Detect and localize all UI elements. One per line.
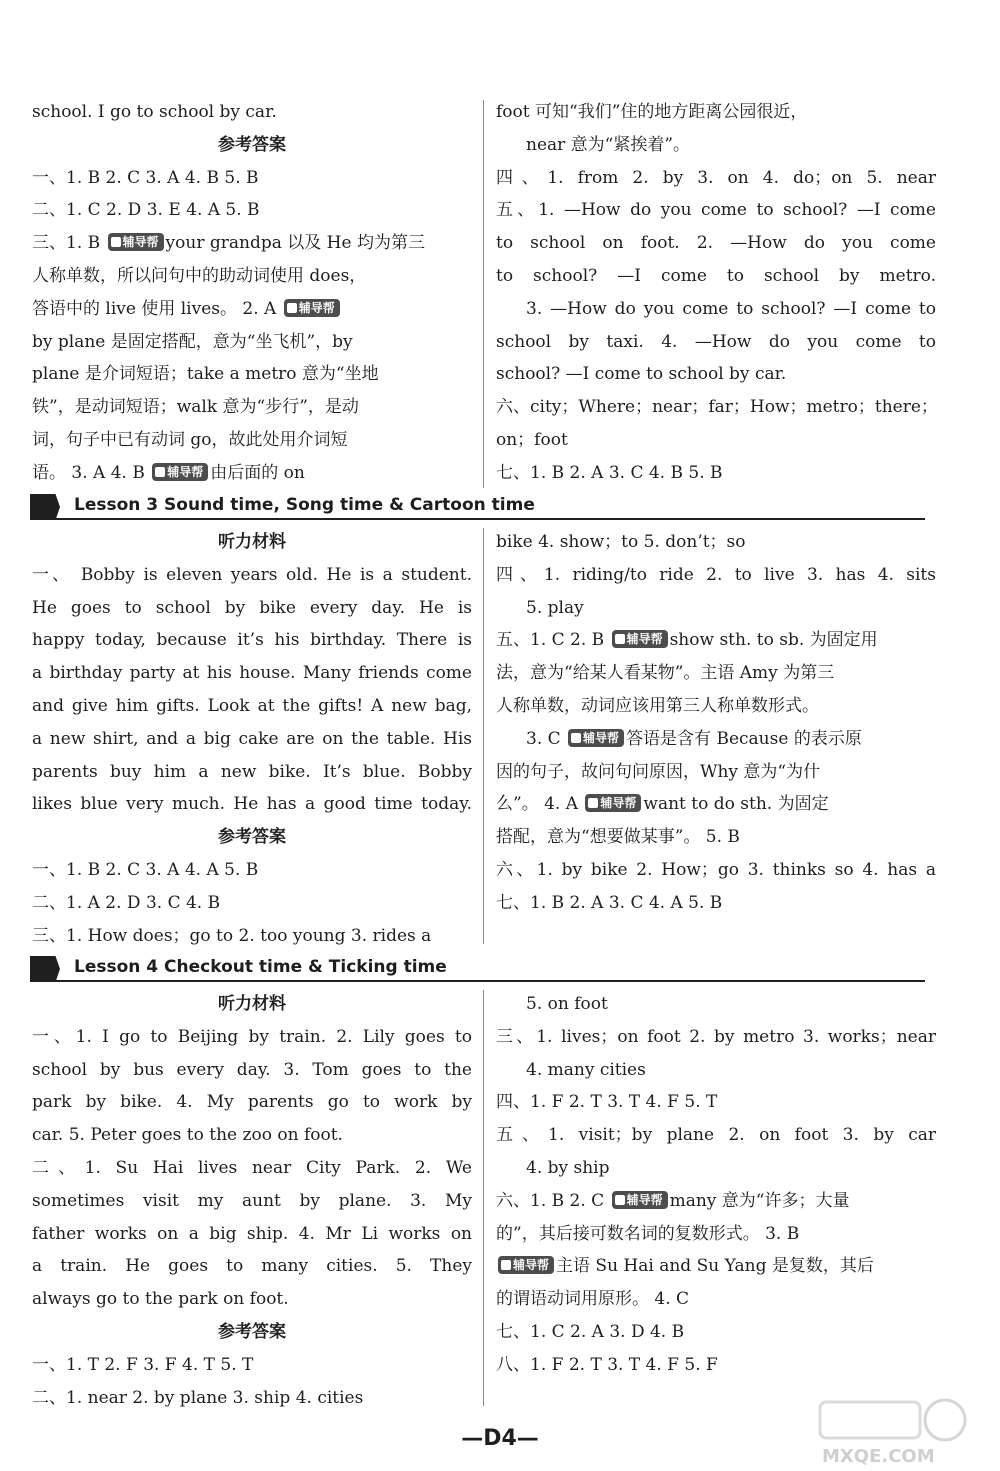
text-line: and give him gifts. Look at the gifts! A new bag,	[32, 696, 472, 716]
text-line: school by taxi. 4. —How do you come to	[496, 331, 936, 352]
text-segment: your grandpa 以及 He 均为第三	[165, 233, 425, 254]
text-line: 三、1. lives；on foot 2. by metro 3. works；near	[496, 1026, 936, 1047]
lesson3-header	[30, 494, 925, 520]
badge-label: 辅导帮	[600, 796, 637, 811]
tutor-help-badge	[612, 1191, 668, 1209]
tutor-help-badge	[284, 299, 340, 317]
text-line: near 意为“紧挨着”。	[526, 134, 691, 155]
column-divider	[483, 990, 484, 1406]
sec1-left-column	[32, 96, 472, 496]
text-line: 一、1. B 2. C 3. A 4. A 5. B	[32, 860, 259, 880]
tutor-help-badge	[108, 233, 164, 251]
text-line: 三、1. How does；go to 2. too young 3. rides a	[32, 925, 432, 946]
text-line: 参考答案	[218, 827, 286, 848]
sec3-right-column	[496, 988, 936, 1418]
book-icon	[588, 798, 598, 808]
tutor-help-badge	[612, 630, 668, 648]
text-line: 的谓语动词用原形。 4. C	[496, 1289, 690, 1310]
text-line: 七、1. B 2. A 3. C 4. B 5. B	[496, 462, 723, 483]
text-line: 一、1. I go to Beijing by train. 2. Lily goes to	[32, 1026, 472, 1047]
page-number: —D4—	[461, 1426, 539, 1451]
text-line: 铁”，是动词短语；walk 意为“步行”，是动	[32, 397, 359, 418]
text-line: park by bike. 4. My parents go to work by	[32, 1092, 472, 1113]
text-line: sometimes visit my aunt by plane. 3. My	[32, 1190, 472, 1211]
text-line: 人称单数，动词应该用第三人称单数形式。	[496, 696, 819, 716]
book-icon	[615, 634, 625, 644]
text-line: 二、1. near 2. by plane 3. ship 4. cities	[32, 1387, 364, 1408]
text-line: a birthday party at his house. Many friends come	[32, 663, 472, 684]
text-line	[32, 293, 472, 326]
text-line: He goes to school by bike every day. He is	[32, 597, 472, 618]
sec1-right-column	[496, 96, 936, 496]
text-line: 二、1. C 2. D 3. E 4. A 5. B	[32, 200, 260, 221]
text-line: 一、 Bobby is eleven years old. He is a student.	[32, 564, 472, 585]
badge-label: 辅导帮	[583, 730, 620, 745]
badge-label: 辅导帮	[626, 632, 663, 647]
text-line: 因的句子，故问句问原因，Why 意为“为什	[496, 761, 821, 782]
text-line: 3. —How do you come to school? —I come to	[526, 298, 936, 319]
lesson-rule	[30, 518, 925, 520]
text-line: 五、1. —How do you come to school? —I come	[496, 200, 936, 221]
text-line: plane 是介词短语；take a metro 意为“坐地	[32, 364, 379, 385]
text-line: 4. many cities	[526, 1059, 646, 1080]
text-line: 词，句子中已有动词 go，故此处用介词短	[32, 430, 348, 450]
text-line: 四、1. from 2. by 3. on 4. do；on 5. near	[496, 167, 936, 188]
text-line: happy today, because it’s his birthday. There is	[32, 630, 472, 651]
tutor-help-badge	[585, 794, 641, 812]
text-line: 二、1. Su Hai lives near City Park. 2. We	[32, 1158, 472, 1178]
text-segment: 答语中的 live 使用 lives。 2. A	[32, 298, 282, 319]
badge-label: 辅导帮	[167, 464, 204, 479]
text-line: bike 4. show；to 5. don’t；so	[496, 532, 746, 552]
text-line: 七、1. B 2. A 3. C 4. A 5. B	[496, 892, 723, 913]
text-line: to school on foot. 2. —How do you come	[496, 233, 936, 254]
text-line: 一、1. B 2. C 3. A 4. B 5. B	[32, 167, 259, 188]
text-line: 搭配，意为“想要做某事”。 5. B	[496, 827, 740, 848]
text-segment: 答语是含有 Because 的表示原	[626, 728, 862, 749]
text-line: always go to the park on foot.	[32, 1289, 289, 1310]
text-segment: 五、1. C 2. B	[496, 630, 610, 651]
text-line: 八、1. F 2. T 3. T 4. F 5. F	[496, 1354, 718, 1375]
text-line	[496, 723, 936, 756]
tutor-help-badge	[498, 1256, 554, 1274]
text-segment: 由后面的 on	[210, 462, 305, 483]
book-icon	[501, 1260, 511, 1270]
badge-label: 辅导帮	[626, 1192, 663, 1207]
text-segment: 六、1. B 2. C	[496, 1190, 610, 1211]
badge-label: 辅导帮	[513, 1258, 550, 1273]
text-line	[496, 1185, 936, 1218]
text-line: 的”，其后接可数名词的复数形式。 3. B	[496, 1223, 800, 1244]
tutor-help-badge	[152, 463, 208, 481]
text-line: 六、1. by bike 2. How；go 3. thinks so 4. has a	[496, 860, 936, 880]
lesson3-title: Lesson 3 Sound time, Song time & Cartoon time	[74, 495, 535, 515]
text-line: to school? —I come to school by metro.	[496, 266, 936, 286]
text-line: 四、1. F 2. T 3. T 4. F 5. T	[496, 1092, 718, 1113]
text-line: car. 5. Peter goes to the zoo on foot.	[32, 1125, 343, 1146]
text-line	[496, 788, 936, 821]
text-line: 参考答案	[218, 134, 286, 155]
text-line: 5. on foot	[526, 994, 608, 1014]
text-line: 人称单数，所以问句中的助动词使用 does，	[32, 266, 367, 286]
text-line: 听力材料	[218, 532, 286, 552]
text-line: 七、1. C 2. A 3. D 4. B	[496, 1322, 685, 1342]
column-divider	[483, 528, 484, 944]
text-line: 五、1. visit；by plane 2. on foot 3. by car	[496, 1125, 936, 1146]
text-segment: show sth. to sb. 为固定用	[669, 630, 878, 651]
text-segment: many 意为“许多；大量	[669, 1190, 850, 1211]
book-icon	[571, 733, 581, 743]
lesson-tab-marker	[30, 956, 60, 982]
text-line: 六、city；Where；near；far；How；metro；there；	[496, 397, 938, 418]
text-line: a new shirt, and a big cake are on the table. His	[32, 728, 472, 749]
book-icon	[615, 1195, 625, 1205]
text-segment: 主语 Su Hai and Su Yang 是复数，其后	[556, 1256, 874, 1277]
text-line: foot 可知“我们”住的地方距离公园很近，	[496, 102, 808, 122]
lesson4-header	[30, 956, 925, 982]
text-line: 法，意为“给某人看某物”。主语 Amy 为第三	[496, 663, 835, 684]
text-segment: want to do sth. 为固定	[643, 794, 829, 815]
text-line: 四、1. riding/to ride 2. to live 3. has 4. sits	[496, 564, 936, 585]
text-line: on；foot	[496, 430, 568, 450]
text-line: 一、1. T 2. F 3. F 4. T 5. T	[32, 1354, 254, 1375]
text-segment: 么”。 4. A	[496, 794, 584, 815]
text-line: school? —I come to school by car.	[496, 364, 787, 385]
text-line: school by bus every day. 3. Tom goes to the	[32, 1059, 472, 1080]
text-segment: 三、1. B	[32, 233, 106, 254]
text-line: school. I go to school by car.	[32, 102, 277, 122]
sec3-left-column	[32, 988, 472, 1418]
book-icon	[155, 467, 165, 477]
text-line: 听力材料	[218, 994, 286, 1014]
badge-label: 辅导帮	[298, 300, 335, 315]
text-line: 二、1. A 2. D 3. C 4. B	[32, 892, 221, 913]
sec2-right-column	[496, 526, 936, 956]
text-line	[496, 624, 936, 657]
badge-label: 辅导帮	[122, 235, 159, 250]
text-line: parents buy him a new bike. It’s blue. Bobby	[32, 761, 472, 782]
book-icon	[287, 303, 297, 313]
text-segment: 语。 3. A 4. B	[32, 462, 151, 483]
lesson4-title: Lesson 4 Checkout time & Ticking time	[74, 957, 447, 977]
lesson-tab-marker	[30, 494, 60, 520]
text-line: 5. play	[526, 597, 584, 618]
text-segment: 3. C	[526, 728, 567, 749]
book-icon	[111, 237, 121, 247]
tutor-help-badge	[568, 729, 624, 747]
text-line	[496, 1250, 936, 1283]
text-line: father works on a big ship. 4. Mr Li works on	[32, 1223, 472, 1244]
text-line: likes blue very much. He has a good time today.	[32, 794, 472, 815]
text-line: 参考答案	[218, 1322, 286, 1342]
column-divider	[483, 100, 484, 488]
text-line: 4. by ship	[526, 1158, 610, 1178]
watermark-logo	[810, 1390, 970, 1470]
text-line: a train. He goes to many cities. 5. They	[32, 1256, 472, 1277]
text-line: by plane 是固定搭配，意为“坐飞机”，by	[32, 331, 353, 352]
text-line	[32, 457, 472, 490]
watermark-text: MXQE.COM	[822, 1446, 935, 1467]
text-line	[32, 227, 472, 260]
sec2-left-column	[32, 526, 472, 956]
lesson-rule	[30, 980, 925, 982]
